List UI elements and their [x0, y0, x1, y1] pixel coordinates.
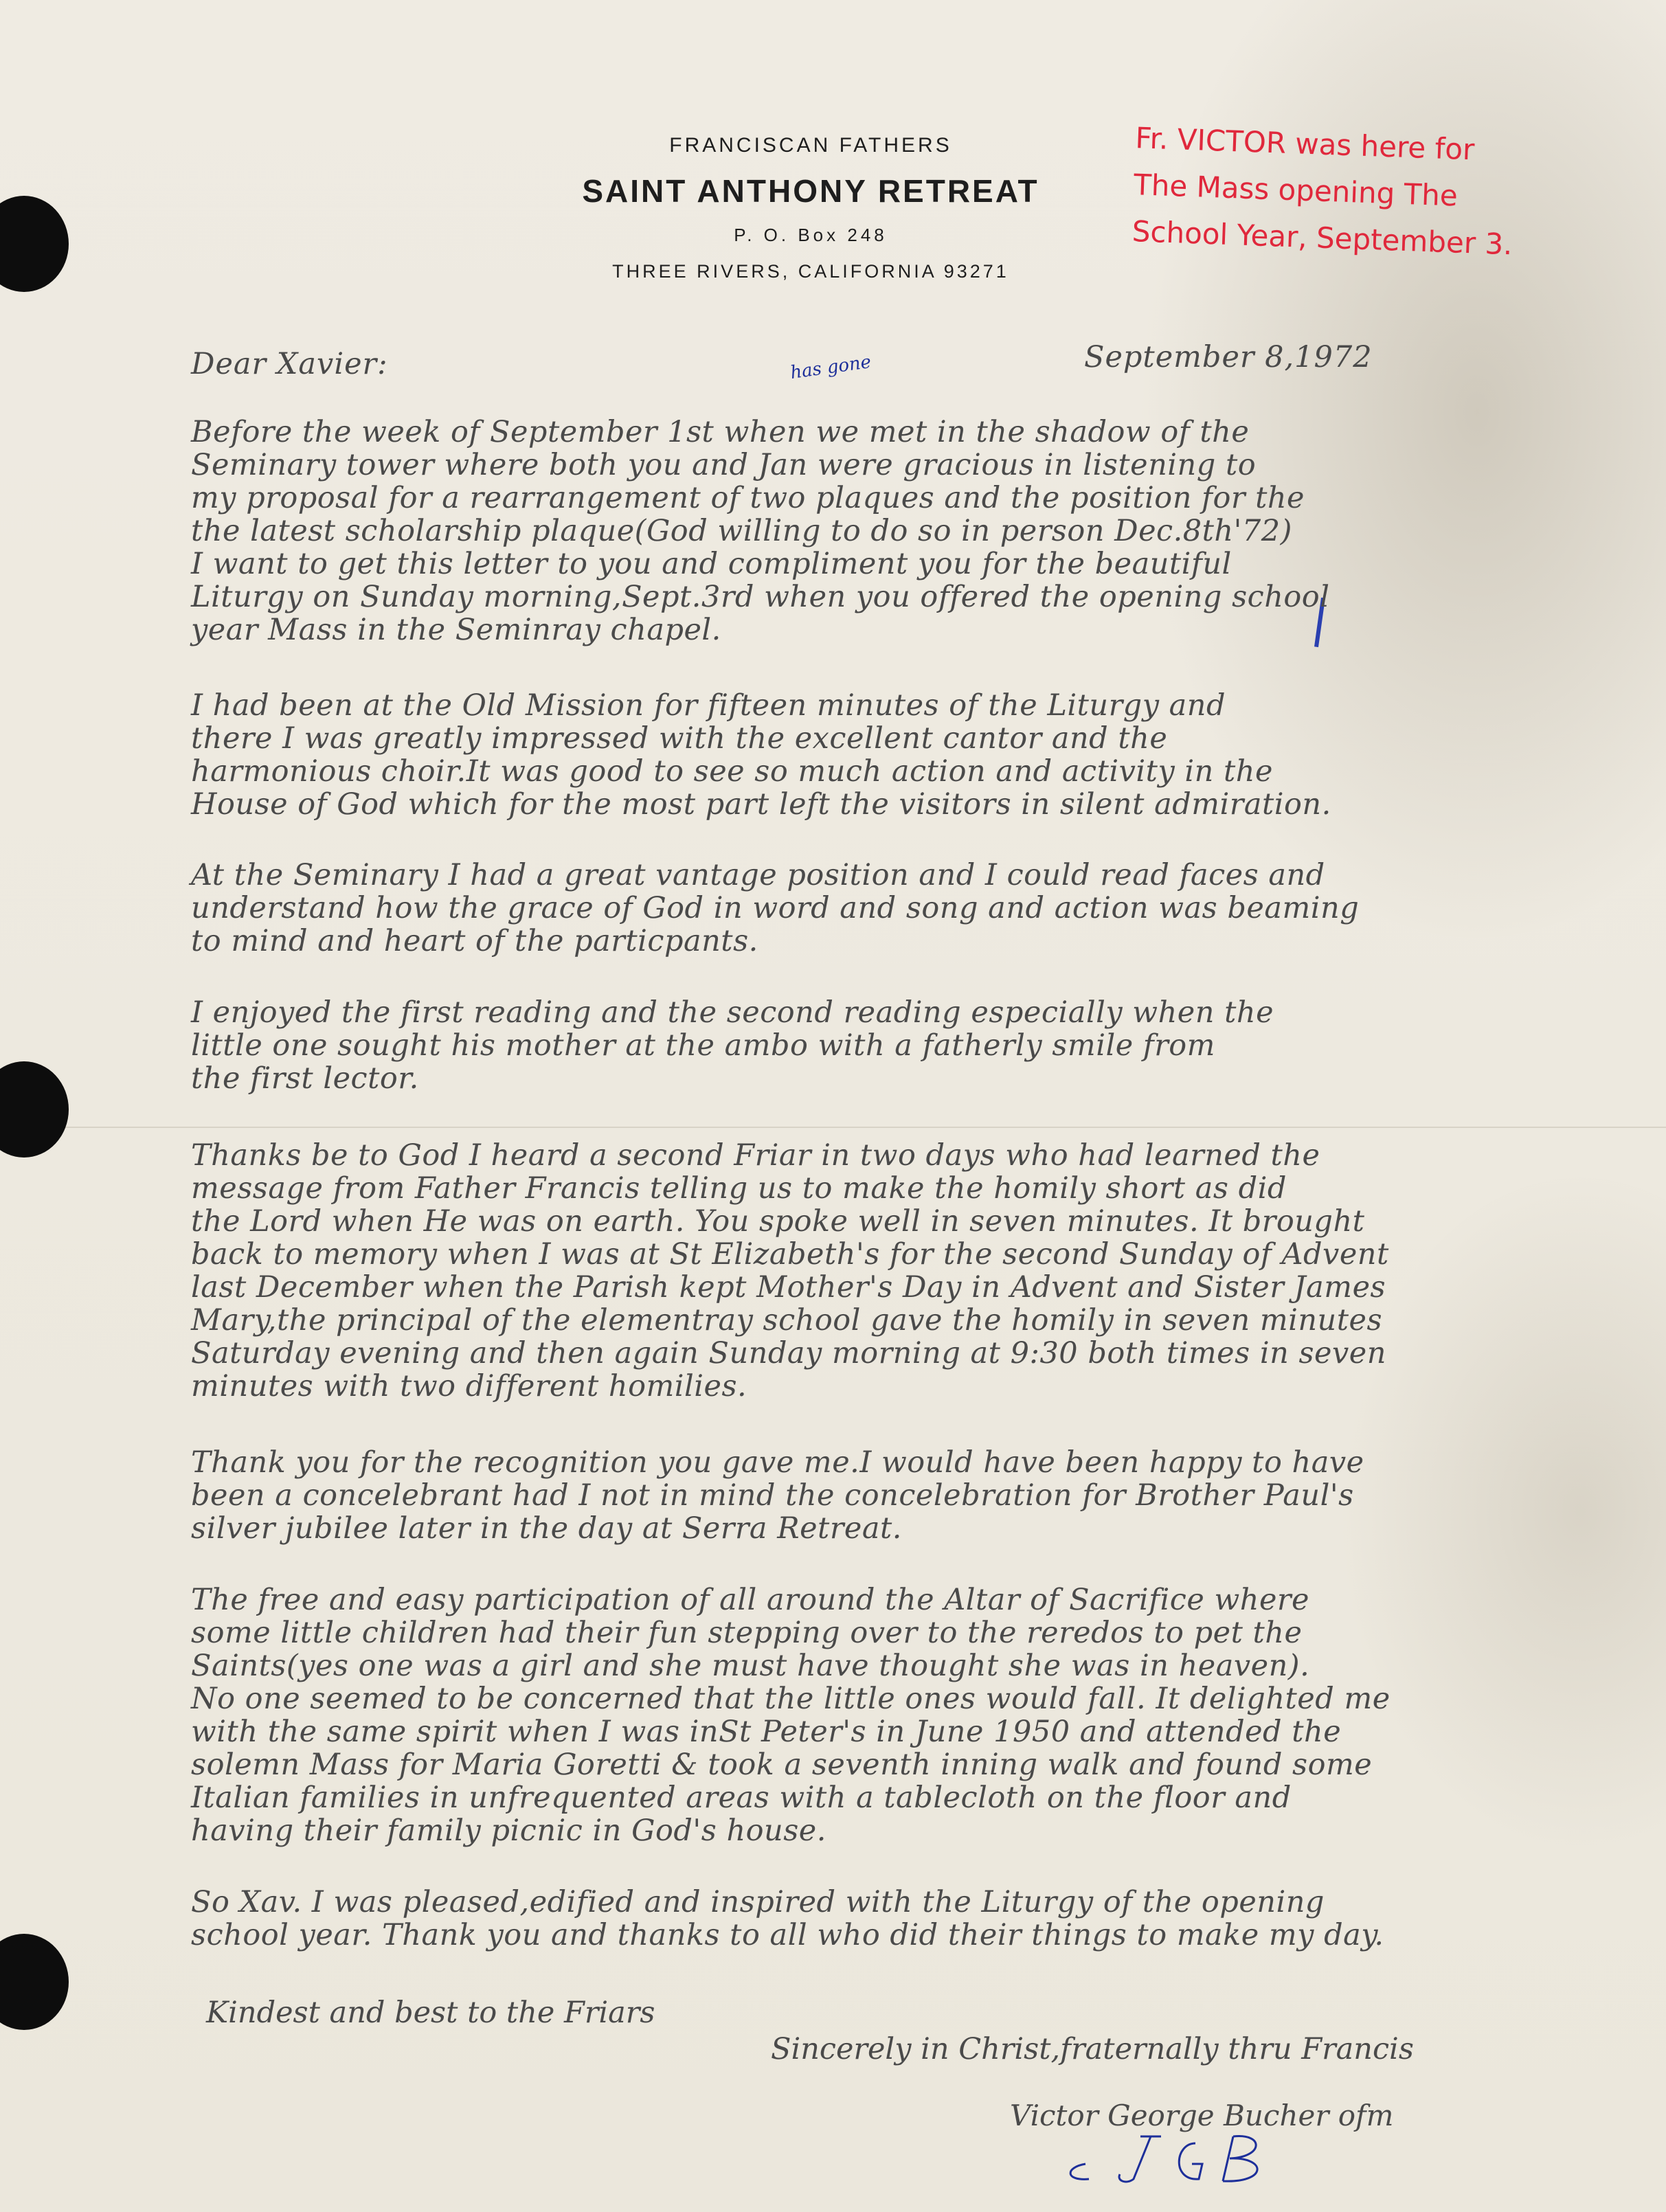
- text-line: the Lord when He was on earth. You spoke well in seven minutes. It brought: [191, 1204, 1365, 1239]
- red-note-line: School Year, September 3.: [1132, 214, 1513, 262]
- letterhead: [508, 134, 1113, 282]
- text-line: Thank you for the recognition you gave me.I would have been happy to have: [191, 1445, 1364, 1480]
- text-line: minutes with two different homilies.: [191, 1369, 747, 1403]
- text-line: my proposal for a rearrangement of two plaques and the position for the: [191, 481, 1305, 515]
- punch-hole: [0, 1061, 69, 1158]
- red-note-line: The Mass opening The: [1133, 168, 1459, 213]
- paragraph: [191, 416, 1329, 646]
- letter-date: September 8,1972: [1084, 340, 1373, 374]
- paragraph: [191, 1446, 1364, 1545]
- text-line: year Mass in the Seminray chapel.: [191, 613, 721, 647]
- text-line: So Xav. I was pleased,edified and inspired with the Liturgy of the opening: [191, 1885, 1325, 1919]
- text-line: House of God which for the most part left the visitors in silent admiration.: [191, 787, 1331, 822]
- text-line: last December when the Parish kept Mother's Day in Advent and Sister James: [191, 1270, 1386, 1305]
- text-line: At the Seminary I had a great vantage position and I could read faces and: [191, 858, 1325, 892]
- text-line: I want to get this letter to you and compliment you for the beautiful: [191, 547, 1232, 581]
- paragraph: [191, 996, 1274, 1095]
- salutation: Dear Xavier:: [191, 347, 388, 381]
- text-line: Saturday evening and then again Sunday morning at 9:30 both times in seven: [191, 1336, 1386, 1370]
- letterhead-pobox: P. O. Box 248: [734, 225, 888, 245]
- paragraph: [191, 1886, 1384, 1952]
- handwritten-red-note: [1132, 115, 1645, 273]
- paper-fold: [0, 1127, 1666, 1128]
- text-line: Seminary tower where both you and Jan were gracious in listening to: [191, 448, 1257, 482]
- kindest-regards: Kindest and best to the Friars: [206, 1996, 655, 2030]
- text-line: school year. Thank you and thanks to all who did their things to make my day.: [191, 1918, 1384, 1952]
- text-line: the first lector.: [191, 1061, 419, 1096]
- text-line: the latest scholarship plaque(God willing to do so in person Dec.8th'72): [191, 514, 1292, 548]
- signature-name: Victor George Bucher ofm: [1010, 2099, 1394, 2132]
- punch-hole: [0, 196, 69, 292]
- handwritten-initials: [1058, 2116, 1353, 2191]
- text-line: Thanks be to God I heard a second Friar in two days who had learned the: [191, 1138, 1320, 1173]
- paragraph: [191, 1139, 1389, 1403]
- complimentary-close: Sincerely in Christ,fraternally thru Francis: [771, 2032, 1414, 2066]
- text-line: silver jubilee later in the day at Serra Retreat.: [191, 1511, 902, 1546]
- text-line: having their family picnic in God's house.: [191, 1814, 826, 1848]
- text-line: little one sought his mother at the ambo with a fatherly smile from: [191, 1028, 1215, 1063]
- text-line: Liturgy on Sunday morning,Sept.3rd when you offered the opening school: [191, 580, 1330, 614]
- letterhead-address: THREE RIVERS, CALIFORNIA 93271: [612, 261, 1009, 282]
- text-line: I had been at the Old Mission for fifteen minutes of the Liturgy and: [191, 688, 1226, 723]
- text-line: solemn Mass for Maria Goretti & took a seventh inning walk and found some: [191, 1748, 1373, 1782]
- text-line: Saints(yes one was a girl and she must have thought she was in heaven).: [191, 1649, 1310, 1683]
- paragraph: [191, 859, 1359, 958]
- paragraph: [191, 689, 1331, 821]
- text-line: message from Father Francis telling us to make the homily short as did: [191, 1171, 1287, 1206]
- text-line: Mary,the principal of the elementray school gave the homily in seven minutes: [191, 1303, 1383, 1338]
- red-note-line: Fr. VICTOR was here for: [1134, 121, 1476, 167]
- text-line: there I was greatly impressed with the excellent cantor and the: [191, 721, 1168, 756]
- text-line: I enjoyed the first reading and the second reading especially when the: [191, 995, 1274, 1030]
- text-line: with the same spirit when I was inSt Peter's in June 1950 and attended the: [191, 1715, 1342, 1749]
- punch-hole: [0, 1934, 69, 2030]
- text-line: to mind and heart of the particpants.: [191, 924, 758, 958]
- letterhead-name: SAINT ANTHONY RETREAT: [582, 173, 1039, 209]
- text-line: Before the week of September 1st when we met in the shadow of the: [191, 415, 1250, 449]
- text-line: No one seemed to be concerned that the little ones would fall. It delighted me: [191, 1682, 1391, 1716]
- text-line: some little children had their fun stepping over to the reredos to pet the: [191, 1616, 1303, 1650]
- text-line: Italian families in unfrequented areas with a tablecloth on the floor and: [191, 1781, 1292, 1815]
- text-line: back to memory when I was at St Elizabeth's for the second Sunday of Advent: [191, 1237, 1389, 1272]
- handwritten-insertion: has gone: [789, 351, 873, 384]
- text-line: harmonious choir.It was good to see so much action and activity in the: [191, 754, 1273, 789]
- paragraph: [191, 1583, 1391, 1847]
- text-line: been a concelebrant had I not in mind the concelebration for Brother Paul's: [191, 1478, 1354, 1513]
- letterhead-order: FRANCISCAN FATHERS: [669, 134, 952, 157]
- text-line: understand how the grace of God in word and song and action was beaming: [191, 891, 1360, 925]
- text-line: The free and easy participation of all around the Altar of Sacrifice where: [191, 1583, 1309, 1617]
